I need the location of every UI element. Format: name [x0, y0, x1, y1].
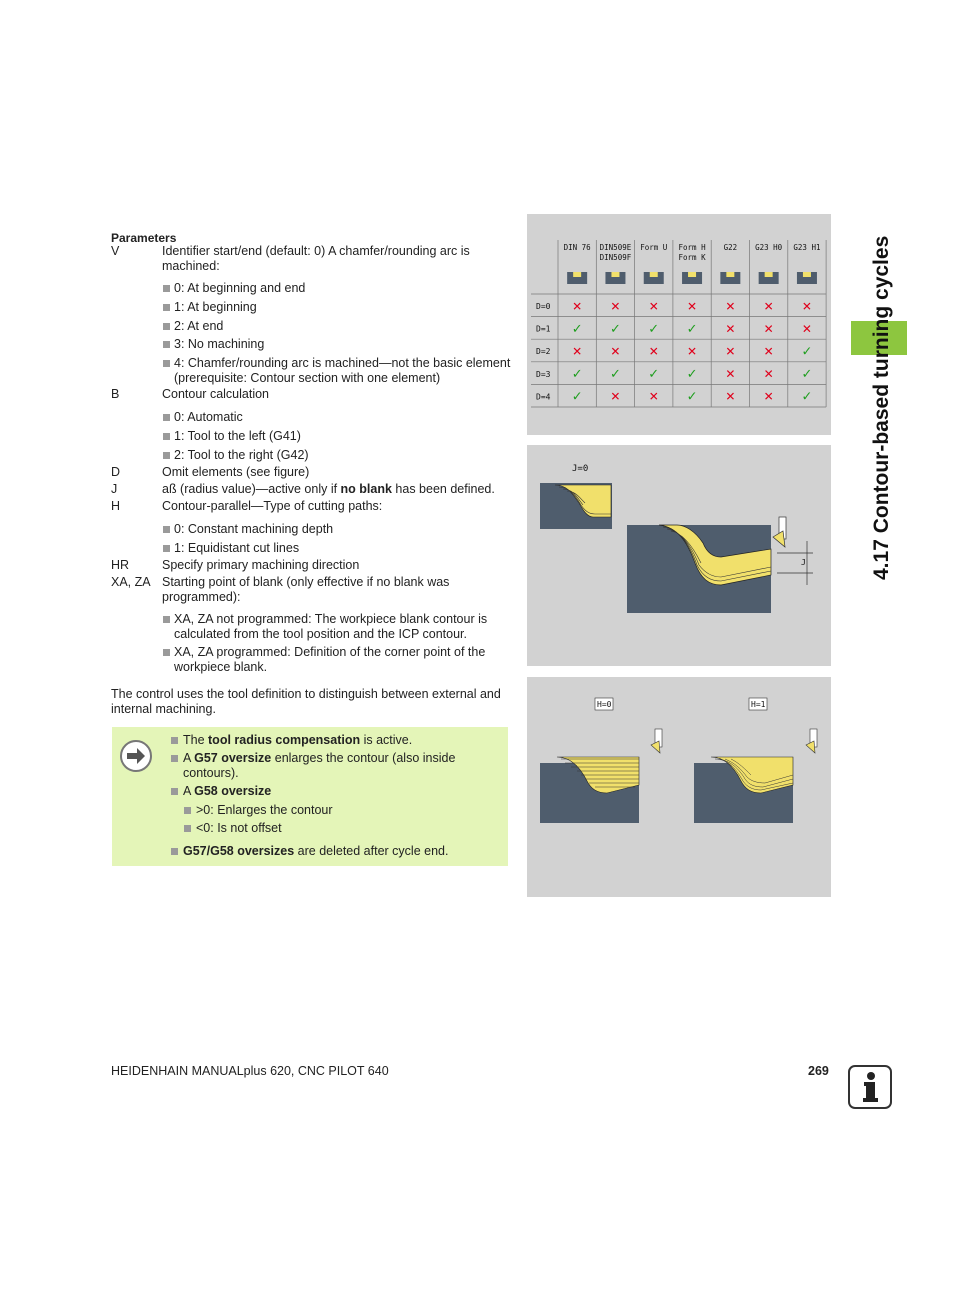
option-item: 0: Constant machining depth	[163, 522, 519, 537]
cross-mark: ✕	[725, 344, 736, 359]
cross-mark: ✕	[572, 344, 583, 359]
row-label: D=4	[536, 392, 551, 402]
info-icon	[848, 1065, 892, 1109]
option-item: 1: Equidistant cut lines	[163, 541, 519, 556]
note-box	[112, 727, 508, 866]
cross-mark: ✕	[610, 344, 621, 359]
h-parameter-illustration	[527, 677, 831, 897]
option-item: 1: At beginning	[163, 300, 519, 315]
option-item: XA, ZA programmed: Definition of the corner point of the workpiece blank.	[163, 645, 519, 674]
cross-mark: ✕	[687, 299, 698, 314]
cross-mark: ✕	[648, 299, 659, 314]
row-label: D=3	[536, 369, 551, 379]
note-item: A G57 oversize enlarges the contour (also inside contours).	[171, 751, 513, 780]
param-desc: Specify primary machining direction	[162, 558, 360, 572]
note-item: G57/G58 oversizes are deleted after cycle end.	[171, 844, 513, 859]
param-name: V	[111, 244, 120, 258]
check-mark: ✓	[609, 367, 621, 383]
cross-mark: ✕	[648, 389, 659, 404]
param-desc: Identifier start/end (default: 0) A chamfer/rounding arc is machined:	[162, 244, 470, 273]
column-header: DIN509E	[599, 243, 632, 252]
cross-mark: ✕	[725, 389, 736, 404]
column-header: Form H	[678, 243, 706, 252]
column-header: Form K	[678, 253, 706, 262]
row-label: D=2	[536, 347, 551, 357]
cross-mark: ✕	[763, 344, 774, 359]
h-one-label: H=1	[751, 700, 766, 709]
option-item: 4: Chamfer/rounding arc is machined—not the basic element (prerequisite: Contour section with one element)	[163, 356, 519, 385]
cross-mark: ✕	[763, 367, 774, 382]
figure-omit-elements	[527, 214, 831, 435]
check-mark: ✓	[609, 321, 621, 337]
note-item: A G58 oversize	[171, 784, 513, 799]
param-name: HR	[111, 558, 130, 572]
option-item: 3: No machining	[163, 337, 519, 352]
check-mark: ✓	[571, 367, 583, 383]
option-item: XA, ZA not programmed: The workpiece blank contour is calculated from the tool position and the ICP contour.	[163, 612, 519, 641]
cross-mark: ✕	[801, 299, 812, 314]
page-number: 269	[808, 1064, 829, 1078]
note-item: The tool radius compensation is active.	[171, 733, 513, 748]
column-header: G22	[723, 243, 738, 252]
body-paragraph: The control uses the tool definition to distinguish between external and internal machining.	[111, 687, 501, 716]
cross-mark: ✕	[763, 299, 774, 314]
check-mark: ✓	[801, 389, 813, 405]
column-header: DIN 76	[563, 243, 591, 252]
option-item: 2: Tool to the right (G42)	[163, 448, 519, 463]
note-subitem: >0: Enlarges the contour	[184, 803, 526, 818]
row-label: D=0	[536, 302, 551, 311]
check-mark: ✓	[686, 367, 698, 383]
param-name: H	[111, 499, 121, 513]
param-name: J	[111, 482, 118, 496]
param-desc: Contour calculation	[162, 387, 270, 401]
figure-h-parameter	[527, 677, 831, 897]
param-name: B	[111, 387, 120, 401]
column-header: G23 H0	[755, 243, 783, 252]
check-mark: ✓	[801, 344, 813, 360]
option-item: 2: At end	[163, 319, 519, 334]
cross-mark: ✕	[801, 321, 812, 336]
note-subitem: <0: Is not offset	[184, 821, 526, 836]
check-mark: ✓	[686, 321, 698, 337]
param-desc: aß (radius value)—active only if no blank has been defined.	[162, 482, 495, 496]
j-zero-label: J=0	[572, 464, 589, 474]
cross-mark: ✕	[572, 299, 583, 314]
section-title-vertical	[848, 210, 892, 580]
cross-mark: ✕	[763, 321, 774, 336]
cross-mark: ✕	[763, 389, 774, 404]
cross-mark: ✕	[725, 367, 736, 382]
j-parameter-illustration	[527, 445, 831, 666]
param-desc: Omit elements (see figure)	[162, 465, 310, 479]
section-title: 4.17 Contour-based turning cycles	[870, 235, 893, 580]
param-desc: Contour-parallel—Type of cutting paths:	[162, 499, 383, 513]
param-name: XA, ZA	[111, 575, 151, 589]
h-zero-label: H=0	[597, 700, 612, 709]
check-mark: ✓	[571, 321, 583, 337]
omit-elements-table	[527, 214, 831, 435]
arrow-right-icon	[120, 740, 152, 772]
j-dimension-label: J	[801, 558, 806, 567]
check-mark: ✓	[686, 389, 698, 405]
tool-insert	[773, 531, 785, 547]
option-item: 0: At beginning and end	[163, 281, 519, 296]
option-item: 0: Automatic	[163, 410, 519, 425]
cross-mark: ✕	[648, 344, 659, 359]
param-desc: Starting point of blank (only effective if no blank was programmed):	[162, 575, 450, 604]
column-header: DIN509F	[599, 253, 632, 262]
figure-j-parameter	[527, 445, 831, 666]
check-mark: ✓	[648, 367, 660, 383]
check-mark: ✓	[571, 389, 583, 405]
cross-mark: ✕	[610, 299, 621, 314]
param-name: D	[111, 465, 121, 479]
parameters-heading: Parameters	[111, 231, 177, 245]
row-label: D=1	[536, 324, 551, 334]
check-mark: ✓	[648, 321, 660, 337]
column-header: Form U	[640, 243, 668, 252]
column-header: G23 H1	[793, 243, 821, 252]
cross-mark: ✕	[610, 389, 621, 404]
cross-mark: ✕	[687, 344, 698, 359]
cross-mark: ✕	[725, 321, 736, 336]
cross-mark: ✕	[725, 299, 736, 314]
option-item: 1: Tool to the left (G41)	[163, 429, 519, 444]
check-mark: ✓	[801, 367, 813, 383]
footer-title: HEIDENHAIN MANUALplus 620, CNC PILOT 640	[111, 1064, 389, 1078]
